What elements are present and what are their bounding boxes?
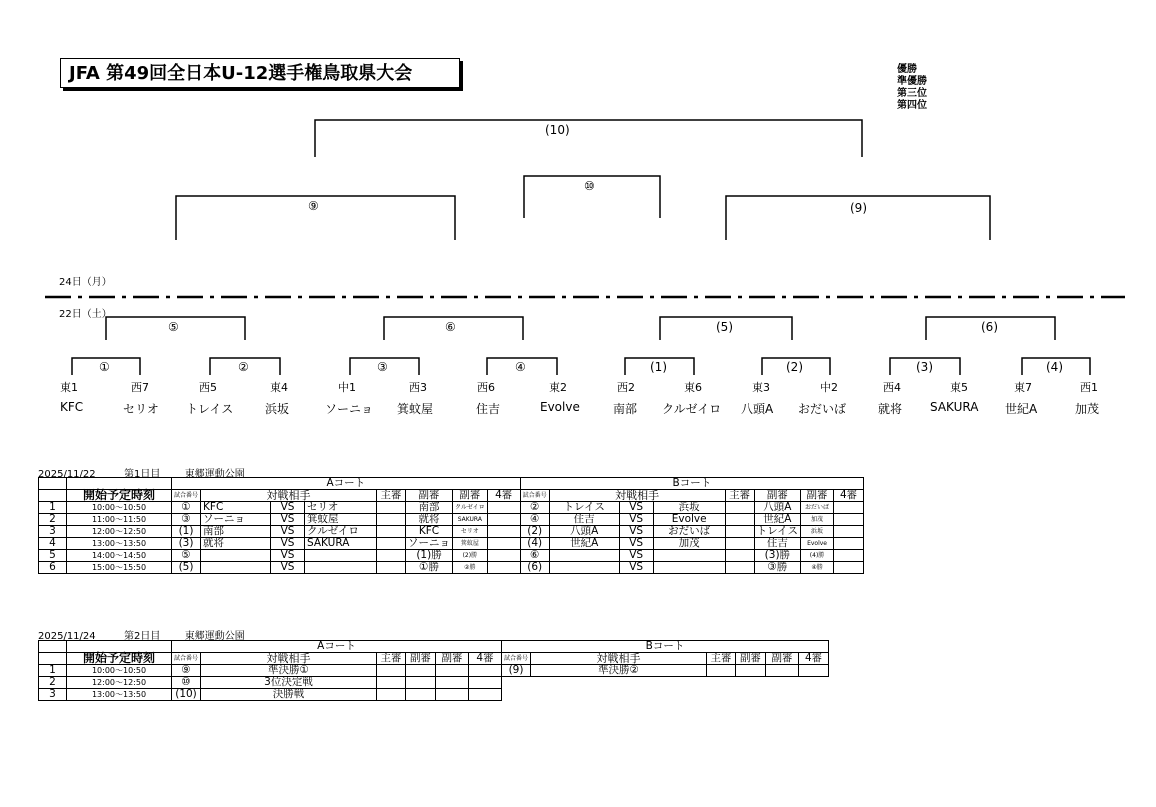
cell-a-match: 準決勝① — [201, 665, 377, 677]
sub-ref-header: 副審 — [406, 653, 436, 665]
cell-time: 15:00～15:50 — [67, 562, 172, 574]
day2-day: 第2日目 — [124, 631, 161, 642]
seed-label: 東7 — [1014, 381, 1032, 394]
seed-label: 西4 — [883, 381, 901, 394]
cell-time: 11:00～11:50 — [67, 514, 172, 526]
cell-a-r1 — [377, 665, 406, 677]
cell-b-r3 — [766, 665, 799, 677]
cell-b-r2: ③勝 — [754, 562, 800, 574]
cell-a-r1 — [377, 502, 406, 514]
cell-a-match: 3位決定戦 — [201, 677, 377, 689]
cell-time: 10:00～10:50 — [67, 502, 172, 514]
cell-a-no: (10) — [172, 689, 201, 701]
sub-ref-header: 副審 — [754, 490, 800, 502]
cell-b-t2 — [653, 562, 725, 574]
seed-label: 西7 — [131, 381, 149, 394]
team-name: Evolve — [540, 400, 580, 414]
cell-a-no: ① — [172, 502, 201, 514]
cell-a-r2: KFC — [406, 526, 453, 538]
team-name: セリオ — [123, 402, 159, 416]
cell-a-no: ⑨ — [172, 665, 201, 677]
cell-a-r4 — [487, 562, 520, 574]
cell-a-r3: ②勝 — [453, 562, 488, 574]
cell-a-t2: セリオ — [305, 502, 377, 514]
schedule-row — [39, 665, 829, 677]
cell-b-vs: VS — [619, 514, 653, 526]
seed-label: 西2 — [617, 381, 635, 394]
seed-label: 西1 — [1080, 381, 1098, 394]
fourth-ref-header: 4審 — [834, 490, 864, 502]
cell-a-r3: SAKURA — [453, 514, 488, 526]
cell-a-r4 — [487, 502, 520, 514]
cell-n: 2 — [39, 677, 67, 689]
sub-ref-header: 副審 — [736, 653, 766, 665]
team-name: 加茂 — [1075, 402, 1100, 416]
cell-b-t1: トレイス — [549, 502, 619, 514]
cell-a-r2 — [406, 665, 436, 677]
cell-b-r3: (4)勝 — [801, 550, 834, 562]
cell-b-t2: 浜坂 — [653, 502, 725, 514]
team-name: クルゼイロ — [662, 402, 722, 416]
r1-label: ③ — [377, 360, 388, 374]
cell-a-t1: KFC — [201, 502, 271, 514]
cell-b-r2: 住吉 — [754, 538, 800, 550]
schedule-row — [39, 689, 829, 701]
match-no-header: 試合番号 — [502, 653, 531, 665]
cell-b-r1 — [725, 550, 754, 562]
cell-a-r1 — [377, 514, 406, 526]
schedule-row — [39, 550, 864, 562]
r1-label: (1) — [650, 360, 667, 374]
cell-a-r2 — [406, 677, 436, 689]
cell-a-r2: 就将 — [406, 514, 453, 526]
fourth-ref-header: 4審 — [487, 490, 520, 502]
qf-label: (5) — [716, 320, 733, 334]
cell-time: 10:00～10:50 — [67, 665, 172, 677]
cell-a-r1 — [377, 689, 406, 701]
page-title: JFA 第49回全日本U-12選手権鳥取県大会 — [60, 58, 460, 88]
cell-a-r4 — [487, 514, 520, 526]
cell-b-t2 — [653, 550, 725, 562]
day2-venue: 東郷運動公園 — [184, 631, 245, 642]
team-name: 八頭A — [741, 402, 774, 416]
cell-a-t2 — [305, 562, 377, 574]
cell-b-r1 — [725, 502, 754, 514]
fourth-ref-header: 4審 — [799, 653, 829, 665]
court-a-header: Aコート — [172, 641, 502, 653]
cell-b-r2: 世紀A — [754, 514, 800, 526]
qf-label: (6) — [981, 320, 998, 334]
cell-n: 5 — [39, 550, 67, 562]
cell-b-r2: トレイス — [754, 526, 800, 538]
rank-fourth: 第四位 — [897, 100, 927, 111]
team-name: 世紀A — [1005, 402, 1038, 416]
match-no-header: 試合番号 — [520, 490, 549, 502]
cell-a-t1 — [201, 562, 271, 574]
cell-b-t1: 世紀A — [549, 538, 619, 550]
cell-a-vs: VS — [271, 526, 305, 538]
cell-b-r1 — [725, 562, 754, 574]
cell-a-r4 — [487, 550, 520, 562]
semi-right-match-label: (9) — [850, 201, 867, 215]
seed-label: 東1 — [60, 381, 78, 394]
cell-n: 4 — [39, 538, 67, 550]
opponents-header: 対戦相手 — [531, 653, 707, 665]
court-b-header: Bコート — [502, 641, 829, 653]
sub-ref-header: 副審 — [406, 490, 453, 502]
cell-b-no: (6) — [520, 562, 549, 574]
schedule-row — [39, 538, 864, 550]
cell-a-r3 — [436, 689, 469, 701]
seed-label: 西5 — [199, 381, 217, 394]
team-name: トレイス — [186, 402, 234, 416]
semi-left-match-label: ⑨ — [308, 199, 319, 213]
cell-b-vs: VS — [619, 550, 653, 562]
cell-b-r4 — [834, 502, 864, 514]
r1-label: (4) — [1046, 360, 1063, 374]
court-a-header: Aコート — [172, 478, 521, 490]
cell-a-match: 決勝戦 — [201, 689, 377, 701]
team-name: 就将 — [878, 402, 903, 416]
cell-b-vs: VS — [619, 562, 653, 574]
cell-a-no: ⑤ — [172, 550, 201, 562]
cell-n: 2 — [39, 514, 67, 526]
cell-b-no: ④ — [520, 514, 549, 526]
team-name: ソーニョ — [325, 402, 374, 416]
cell-n: 1 — [39, 665, 67, 677]
team-name: 南部 — [613, 402, 638, 416]
cell-a-t1: ソーニョ — [201, 514, 271, 526]
seed-label: 西6 — [477, 381, 495, 394]
cell-a-r3: セリオ — [453, 526, 488, 538]
cell-a-r2 — [406, 689, 436, 701]
cell-b-t2: 加茂 — [653, 538, 725, 550]
cell-a-r3 — [436, 665, 469, 677]
day1-date: 2025/11/22 — [38, 469, 96, 480]
r1-label: (2) — [786, 360, 803, 374]
cell-b-r2 — [736, 665, 766, 677]
cell-n: 3 — [39, 526, 67, 538]
cell-a-r1 — [377, 562, 406, 574]
team-name: SAKURA — [930, 400, 979, 414]
team-name: KFC — [60, 400, 84, 414]
seed-label: 東4 — [270, 381, 288, 394]
day2-schedule-table — [38, 640, 829, 701]
cell-a-t1: 就将 — [201, 538, 271, 550]
team-name: 住吉 — [476, 402, 501, 416]
cell-a-r2: 南部 — [406, 502, 453, 514]
cell-b-t2: Evolve — [653, 514, 725, 526]
day1-day: 第1日目 — [124, 469, 161, 480]
day2-date: 2025/11/24 — [38, 631, 96, 642]
day1-schedule-table — [38, 477, 864, 574]
cell-b-t2: おだいば — [653, 526, 725, 538]
cell-a-no: ③ — [172, 514, 201, 526]
seed-label: 中1 — [338, 381, 356, 394]
schedule-row — [39, 526, 864, 538]
cell-a-t1 — [201, 550, 271, 562]
cell-b-r1 — [707, 665, 736, 677]
cell-a-r4 — [487, 538, 520, 550]
court-b-header: Bコート — [520, 478, 863, 490]
day2-label: 24日（月） — [59, 277, 112, 288]
seed-label: 東6 — [684, 381, 702, 394]
qf-label: ⑥ — [445, 320, 456, 334]
cell-a-r1 — [377, 526, 406, 538]
cell-a-vs: VS — [271, 550, 305, 562]
cell-b-r4 — [799, 665, 829, 677]
main-ref-header: 主審 — [377, 653, 406, 665]
cell-b-r3: 浜坂 — [801, 526, 834, 538]
cell-b-r2: (3)勝 — [754, 550, 800, 562]
r1-label: ② — [238, 360, 249, 374]
cell-b-r3: Evolve — [801, 538, 834, 550]
seed-label: 西3 — [409, 381, 427, 394]
cell-time: 13:00～13:50 — [67, 689, 172, 701]
cell-a-t1: 南部 — [201, 526, 271, 538]
sub-ref-header: 副審 — [801, 490, 834, 502]
sub-ref-header: 副審 — [453, 490, 488, 502]
team-name: 浜坂 — [265, 402, 290, 416]
schedule-row — [39, 677, 829, 689]
cell-a-no: (3) — [172, 538, 201, 550]
schedule-row — [39, 514, 864, 526]
cell-b-r4 — [834, 514, 864, 526]
cell-n: 1 — [39, 502, 67, 514]
schedule-row — [39, 502, 864, 514]
cell-b-t1: 住吉 — [549, 514, 619, 526]
cell-b-r4 — [834, 550, 864, 562]
team-name: おだいば — [798, 402, 847, 416]
cell-a-no: (5) — [172, 562, 201, 574]
cell-a-r2: (1)勝 — [406, 550, 453, 562]
cell-b-r2: 八頭A — [754, 502, 800, 514]
rank-champion: 優勝 — [897, 64, 917, 75]
cell-a-r3: 箕蚊屋 — [453, 538, 488, 550]
cell-a-vs: VS — [271, 514, 305, 526]
opponents-header: 対戦相手 — [201, 490, 377, 502]
match-no-header: 試合番号 — [172, 653, 201, 665]
r1-label: ① — [99, 360, 110, 374]
cell-b-match: 準決勝② — [531, 665, 707, 677]
cell-b-r3: ④勝 — [801, 562, 834, 574]
cell-a-r3: クルゼイロ — [453, 502, 488, 514]
cell-b-no: ⑥ — [520, 550, 549, 562]
cell-a-r3 — [436, 677, 469, 689]
cell-a-vs: VS — [271, 562, 305, 574]
cell-b-vs: VS — [619, 538, 653, 550]
cell-b-r1 — [725, 514, 754, 526]
cell-a-no: (1) — [172, 526, 201, 538]
day1-label: 22日（土） — [59, 309, 112, 320]
seed-label: 東2 — [549, 381, 567, 394]
team-name: 箕蚊屋 — [397, 402, 434, 416]
cell-time: 12:00～12:50 — [67, 677, 172, 689]
cell-b-no: ② — [520, 502, 549, 514]
seed-label: 中2 — [820, 381, 838, 394]
cell-b-r3: 加茂 — [801, 514, 834, 526]
cell-b-vs: VS — [619, 502, 653, 514]
cell-b-vs: VS — [619, 526, 653, 538]
cell-a-r1 — [377, 538, 406, 550]
cell-a-r2: ソーニョ — [406, 538, 453, 550]
opponents-header: 対戦相手 — [549, 490, 725, 502]
cell-b-r1 — [725, 538, 754, 550]
cell-a-no: ⑩ — [172, 677, 201, 689]
cell-time: 12:00～12:50 — [67, 526, 172, 538]
cell-a-t2 — [305, 550, 377, 562]
start-time-header: 開始予定時刻 — [67, 490, 172, 502]
cell-a-r4 — [469, 665, 502, 677]
cell-b-t1 — [549, 562, 619, 574]
cell-a-r1 — [377, 677, 406, 689]
cell-b-t1: 八頭A — [549, 526, 619, 538]
seed-label: 東5 — [950, 381, 968, 394]
rank-runner-up: 準優勝 — [897, 76, 927, 87]
r1-label: (3) — [916, 360, 933, 374]
sub-ref-header: 副審 — [766, 653, 799, 665]
main-ref-header: 主審 — [725, 490, 754, 502]
rank-third: 第三位 — [897, 88, 927, 99]
bracket-final-line — [315, 120, 862, 157]
r1-label: ④ — [515, 360, 526, 374]
cell-b-r4 — [834, 526, 864, 538]
cell-a-r4 — [469, 689, 502, 701]
cell-a-t2: 箕蚊屋 — [305, 514, 377, 526]
third-place-match-label: ⑩ — [584, 179, 595, 193]
final-match-label: (10) — [545, 123, 570, 137]
cell-a-r2: ①勝 — [406, 562, 453, 574]
cell-a-r4 — [487, 526, 520, 538]
cell-n: 6 — [39, 562, 67, 574]
cell-b-no: (2) — [520, 526, 549, 538]
sub-ref-header: 副審 — [436, 653, 469, 665]
main-ref-header: 主審 — [377, 490, 406, 502]
cell-a-t2: クルゼイロ — [305, 526, 377, 538]
match-no-header: 試合番号 — [172, 490, 201, 502]
cell-b-no: (9) — [502, 665, 531, 677]
cell-a-r3: (2)勝 — [453, 550, 488, 562]
cell-b-r3: おだいば — [801, 502, 834, 514]
cell-a-r4 — [469, 677, 502, 689]
day1-venue: 東郷運動公園 — [184, 469, 245, 480]
main-ref-header: 主審 — [707, 653, 736, 665]
cell-time: 13:00～13:50 — [67, 538, 172, 550]
cell-b-r4 — [834, 538, 864, 550]
cell-a-vs: VS — [271, 502, 305, 514]
cell-a-vs: VS — [271, 538, 305, 550]
cell-b-no: (4) — [520, 538, 549, 550]
cell-b-t1 — [549, 550, 619, 562]
qf-label: ⑤ — [168, 320, 179, 334]
opponents-header: 対戦相手 — [201, 653, 377, 665]
cell-b-r1 — [725, 526, 754, 538]
cell-a-r1 — [377, 550, 406, 562]
cell-time: 14:00～14:50 — [67, 550, 172, 562]
fourth-ref-header: 4審 — [469, 653, 502, 665]
cell-n: 3 — [39, 689, 67, 701]
schedule-row — [39, 562, 864, 574]
seed-label: 東3 — [752, 381, 770, 394]
cell-b-r4 — [834, 562, 864, 574]
start-time-header: 開始予定時刻 — [67, 653, 172, 665]
cell-a-t2: SAKURA — [305, 538, 377, 550]
